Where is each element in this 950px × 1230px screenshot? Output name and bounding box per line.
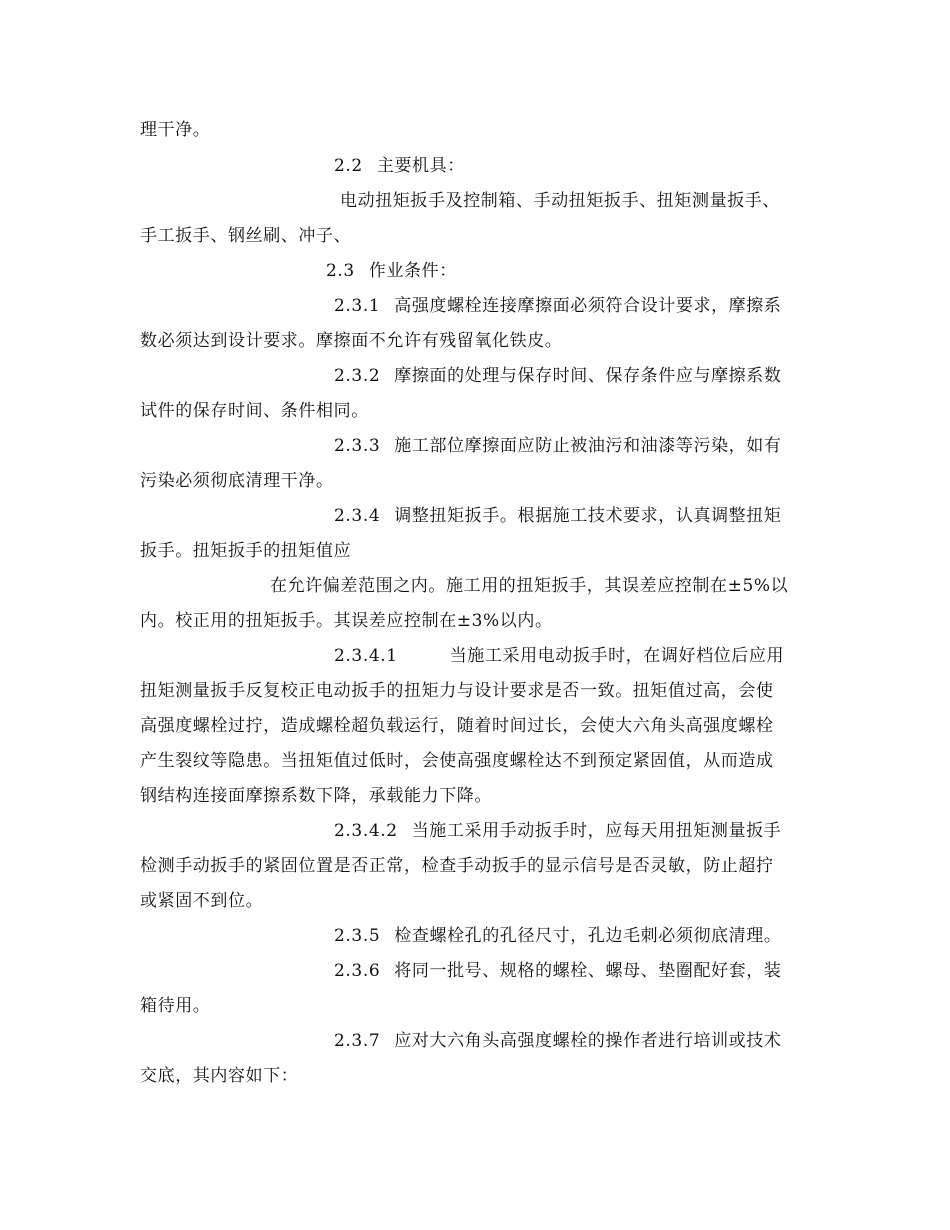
section-number: 2.3.4.2 [334, 821, 398, 841]
section-number: 2.3.4.1 [334, 646, 398, 666]
section-number: 2.3.3 [334, 436, 381, 456]
section-number: 2.2 [334, 156, 363, 176]
text-line: 数必须达到设计要求。摩擦面不允许有残留氧化铁皮。 [140, 331, 563, 351]
paragraph-2-3-6 [334, 959, 781, 983]
text-line: 电动扭矩扳手及控制箱、手动扭矩扳手、扭矩测量扳手、 [340, 191, 780, 211]
section-number: 2.3.2 [334, 366, 381, 386]
paragraph-text: 高强度螺栓连接摩擦面必须符合设计要求，摩擦系 [394, 296, 782, 316]
text-line: 检测手动扳手的紧固位置是否正常，检查手动扳手的显示信号是否灵敏，防止超拧 [140, 856, 774, 876]
text-line: 钢结构连接面摩擦系数下降，承载能力下降。 [140, 786, 492, 806]
section-number: 2.3.4 [334, 506, 381, 526]
text-line: 内。校正用的扭矩扳手。其误差应控制在±3%以内。 [140, 611, 553, 631]
paragraph-2-3-4-1 [334, 644, 784, 668]
paragraph-2-3-3 [334, 434, 781, 458]
section-title: 作业条件： [368, 261, 457, 281]
text-line: 理干净。 [140, 120, 211, 140]
section-title: 主要机具： [376, 156, 465, 176]
text-line: 扳手。扭矩扳手的扭矩值应 [140, 541, 352, 561]
text-line: 交底，其内容如下： [140, 1066, 299, 1086]
paragraph-text: 应对大六角头高强度螺栓的操作者进行培训或技术 [394, 1031, 782, 1051]
section-number: 2.3.1 [334, 296, 381, 316]
section-heading-2-3 [326, 259, 457, 283]
paragraph-text: 施工部位摩擦面应防止被油污和油漆等污染，如有 [394, 436, 782, 456]
section-number: 2.3 [326, 261, 355, 281]
paragraph-text: 将同一批号、规格的螺栓、螺母、垫圈配好套，装 [394, 961, 782, 981]
paragraph-2-3-7 [334, 1029, 781, 1053]
text-line: 在允许偏差范围之内。施工用的扭矩扳手，其误差应控制在±5%以 [270, 576, 789, 596]
text-line: 或紧固不到位。 [140, 891, 264, 911]
paragraph-2-3-2 [334, 364, 781, 388]
section-number: 2.3.7 [334, 1031, 381, 1051]
text-line: 污染必须彻底清理干净。 [140, 471, 334, 491]
paragraph-text: 当施工采用电动扳手时，在调好档位后应用 [449, 646, 785, 666]
text-line: 产生裂纹等隐患。当扭矩值过低时，会使高强度螺栓达不到预定紧固值，从而造成 [140, 751, 774, 771]
text-line: 扭矩测量扳手反复校正电动扳手的扭矩力与设计要求是否一致。扭矩值过高，会使 [140, 681, 774, 701]
paragraph-text: 摩擦面的处理与保存时间、保存条件应与摩擦系数 [394, 366, 782, 386]
section-heading-2-2 [334, 154, 465, 178]
text-line: 高强度螺栓过拧，造成螺栓超负载运行，随着时间过长，会使大六角头高强度螺栓 [140, 716, 774, 736]
text-line: 手工扳手、钢丝刷、冲子、 [140, 226, 352, 246]
paragraph-2-3-4 [334, 504, 781, 528]
paragraph-text: 检查螺栓孔的孔径尺寸，孔边毛刺必须彻底清理。 [394, 926, 782, 946]
text-line: 箱待用。 [140, 996, 211, 1016]
section-number: 2.3.6 [334, 961, 381, 981]
paragraph-text: 调整扭矩扳手。根据施工技术要求，认真调整扭矩 [394, 506, 782, 526]
paragraph-text: 当施工采用手动扳手时，应每天用扭矩测量扳手 [411, 821, 782, 841]
paragraph-2-3-1 [334, 294, 781, 318]
paragraph-2-3-4-2 [334, 819, 781, 843]
paragraph-2-3-5 [334, 924, 781, 948]
section-number: 2.3.5 [334, 926, 381, 946]
text-line: 试件的保存时间、条件相同。 [140, 401, 369, 421]
